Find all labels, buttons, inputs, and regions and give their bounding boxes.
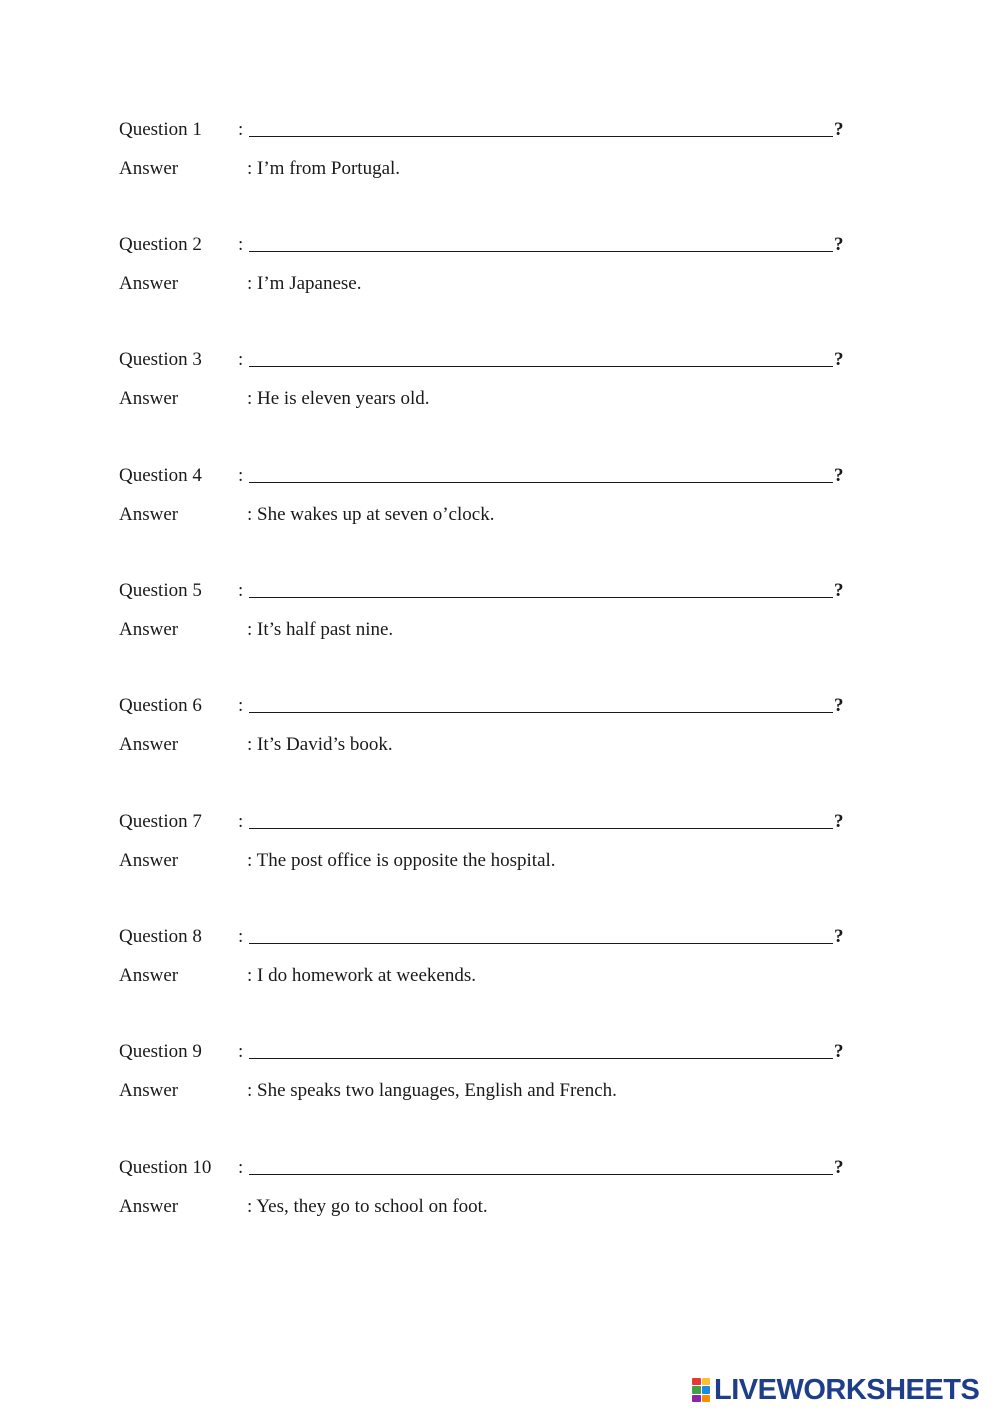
logo-tile: [692, 1395, 701, 1402]
question-block-1: [119, 118, 859, 181]
question-3-input[interactable]: [249, 366, 833, 367]
logo-tile: [702, 1386, 711, 1393]
answer-line: [119, 618, 859, 642]
question-colon: :: [238, 811, 244, 832]
question-colon: :: [238, 234, 244, 255]
question-2-input[interactable]: [249, 251, 833, 252]
question-line: [119, 464, 859, 488]
answer-label: Answer: [119, 388, 179, 409]
question-mark: ?: [834, 926, 844, 947]
question-colon: :: [238, 695, 244, 716]
question-mark: ?: [834, 811, 844, 832]
question-1-input[interactable]: [249, 136, 833, 137]
logo-tile: [702, 1378, 711, 1385]
logo-text: LIVEWORKSHEETS: [714, 1373, 980, 1406]
question-label: Question 4: [119, 465, 202, 486]
question-block-10: [119, 1156, 859, 1219]
question-mark: ?: [834, 695, 844, 716]
question-colon: :: [238, 580, 244, 601]
logo-tile: [692, 1386, 701, 1393]
question-colon: :: [238, 926, 244, 947]
question-label: Question 3: [119, 349, 202, 370]
question-7-input[interactable]: [249, 828, 833, 829]
question-block-6: [119, 694, 859, 757]
answer-label: Answer: [119, 734, 179, 755]
answer-line: [119, 849, 859, 873]
answer-line: [119, 733, 859, 757]
question-5-input[interactable]: [249, 597, 833, 598]
answer-label: Answer: [119, 158, 179, 179]
question-mark: ?: [834, 234, 844, 255]
question-label: Question 8: [119, 926, 202, 947]
answer-text: : It’s half past nine.: [247, 619, 394, 640]
question-block-7: [119, 810, 859, 873]
question-mark: ?: [834, 1041, 844, 1062]
answer-label: Answer: [119, 1080, 179, 1101]
answer-line: [119, 1195, 859, 1219]
liveworksheets-logo-icon: [692, 1378, 710, 1402]
question-line: [119, 233, 859, 257]
answer-text: : I’m from Portugal.: [247, 158, 401, 179]
question-line: [119, 1040, 859, 1064]
question-block-9: [119, 1040, 859, 1103]
answer-label: Answer: [119, 504, 179, 525]
question-6-input[interactable]: [249, 712, 833, 713]
question-line: [119, 810, 859, 834]
question-mark: ?: [834, 580, 844, 601]
logo-tile: [702, 1395, 711, 1402]
answer-text: : He is eleven years old.: [247, 388, 430, 409]
answer-label: Answer: [119, 850, 179, 871]
question-label: Question 6: [119, 695, 202, 716]
question-colon: :: [238, 349, 244, 370]
question-line: [119, 1156, 859, 1180]
answer-label: Answer: [119, 273, 179, 294]
answer-text: : The post office is opposite the hospital.: [247, 850, 556, 871]
answer-label: Answer: [119, 1196, 179, 1217]
question-line: [119, 694, 859, 718]
question-9-input[interactable]: [249, 1058, 833, 1059]
answer-line: [119, 503, 859, 527]
answer-line: [119, 964, 859, 988]
answer-line: [119, 157, 859, 181]
question-line: [119, 118, 859, 142]
question-colon: :: [238, 119, 244, 140]
question-mark: ?: [834, 1157, 844, 1178]
question-4-input[interactable]: [249, 482, 833, 483]
answer-text: : She speaks two languages, English and French.: [247, 1080, 617, 1101]
question-mark: ?: [834, 465, 844, 486]
liveworksheets-logo: [692, 1375, 979, 1405]
question-block-5: [119, 579, 859, 642]
question-colon: :: [238, 1157, 244, 1178]
answer-text: : I do homework at weekends.: [247, 965, 476, 986]
question-label: Question 7: [119, 811, 202, 832]
question-line: [119, 925, 859, 949]
answer-text: : I’m Japanese.: [247, 273, 362, 294]
question-label: Question 9: [119, 1041, 202, 1062]
question-block-4: [119, 464, 859, 527]
question-mark: ?: [834, 119, 844, 140]
question-label: Question 2: [119, 234, 202, 255]
question-line: [119, 579, 859, 603]
question-label: Question 1: [119, 119, 202, 140]
question-line: [119, 348, 859, 372]
question-block-2: [119, 233, 859, 296]
question-label: Question 5: [119, 580, 202, 601]
logo-tile: [692, 1378, 701, 1385]
answer-line: [119, 272, 859, 296]
answer-text: : Yes, they go to school on foot.: [247, 1196, 488, 1217]
question-block-8: [119, 925, 859, 988]
question-colon: :: [238, 465, 244, 486]
answer-label: Answer: [119, 619, 179, 640]
answer-text: : She wakes up at seven o’clock.: [247, 504, 495, 525]
answer-line: [119, 1079, 859, 1103]
answer-text: : It’s David’s book.: [247, 734, 393, 755]
question-8-input[interactable]: [249, 943, 833, 944]
answer-label: Answer: [119, 965, 179, 986]
question-10-input[interactable]: [249, 1174, 833, 1175]
answer-line: [119, 387, 859, 411]
question-mark: ?: [834, 349, 844, 370]
question-block-3: [119, 348, 859, 411]
question-label: Question 10: [119, 1157, 212, 1178]
question-colon: :: [238, 1041, 244, 1062]
